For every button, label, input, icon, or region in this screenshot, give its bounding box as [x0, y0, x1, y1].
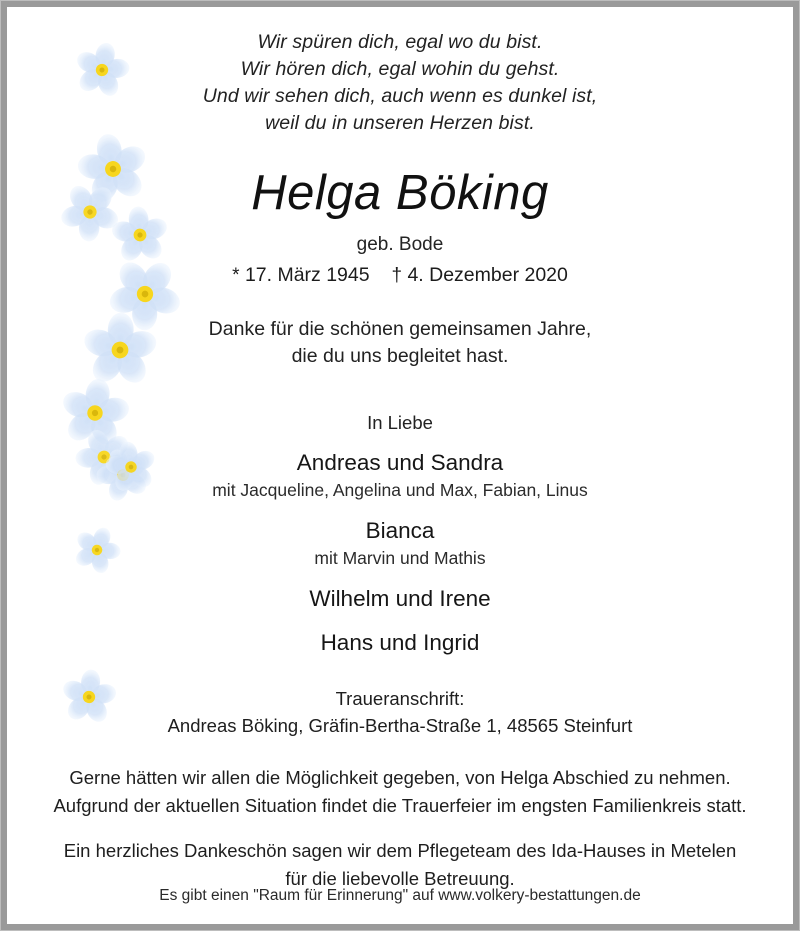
death-date: 4. Dezember 2020: [407, 264, 568, 286]
thanks-line-2: die du uns begleitet hast.: [291, 345, 509, 367]
notice-p1-line-1: Gerne hätten wir allen die Möglichkeit gegeben, von Helga Abschied zu nehmen.: [69, 767, 731, 788]
mourners-list: [7, 448, 793, 658]
poem-line-4: weil du in unseren Herzen bist.: [265, 112, 535, 134]
notice-p2-line-2: für die liebevolle Betreuung.: [285, 868, 515, 889]
notice-paragraph-1: [7, 764, 793, 820]
memorial-room-footer: Es gibt einen "Raum für Erinnerung" auf www.volkery-bestattungen.de: [159, 887, 641, 904]
notice-p1-line-2: Aufgrund der aktuellen Situation findet die Trauerfeier im engsten Familienkreis statt.: [53, 795, 747, 816]
mourner-primary-name: Wilhelm und Irene: [309, 586, 491, 611]
mourner-secondary-name: mit Marvin und Mathis: [314, 548, 486, 568]
mourner-primary-name: Andreas und Sandra: [296, 450, 504, 475]
obituary-card: [7, 7, 793, 924]
funeral-notice: [7, 764, 793, 893]
mourner-primary-name: Bianca: [365, 518, 435, 543]
closing-in-liebe: In Liebe: [367, 412, 433, 433]
life-dates: [7, 262, 793, 289]
poem-line-2: Wir hören dich, egal wohin du gehst.: [240, 58, 560, 80]
poem-line-1: Wir spüren dich, egal wo du bist.: [257, 31, 543, 53]
deceased-name: Helga Böking: [251, 166, 549, 220]
obituary-content: [7, 7, 793, 924]
thanks-message: [7, 316, 793, 370]
mourner-group: [7, 584, 793, 614]
notice-p2-line-1: Ein herzliches Dankeschön sagen wir dem Pflegeteam des Ida-Hauses in Metelen: [63, 840, 737, 861]
memorial-poem: [7, 29, 793, 137]
poem-line-3: Und wir sehen dich, auch wenn es dunkel ist,: [202, 85, 598, 107]
mourner-primary-name: Hans und Ingrid: [320, 630, 480, 655]
death-symbol: †: [391, 265, 403, 286]
mourner-group: [7, 448, 793, 502]
mourner-secondary-name: mit Jacqueline, Angelina und Max, Fabian, Linus: [212, 480, 588, 500]
mourner-group: [7, 628, 793, 658]
mourning-address: [7, 685, 793, 739]
address-label: Traueranschrift:: [335, 688, 465, 709]
birth-symbol: *: [232, 265, 240, 286]
address-line: Andreas Böking, Gräfin-Bertha-Straße 1, 48565 Steinfurt: [167, 715, 633, 736]
thanks-line-1: Danke für die schönen gemeinsamen Jahre,: [208, 318, 592, 340]
birth-date: 17. März 1945: [244, 264, 370, 286]
mourner-group: [7, 516, 793, 570]
deceased-maiden-name: geb. Bode: [356, 234, 444, 255]
